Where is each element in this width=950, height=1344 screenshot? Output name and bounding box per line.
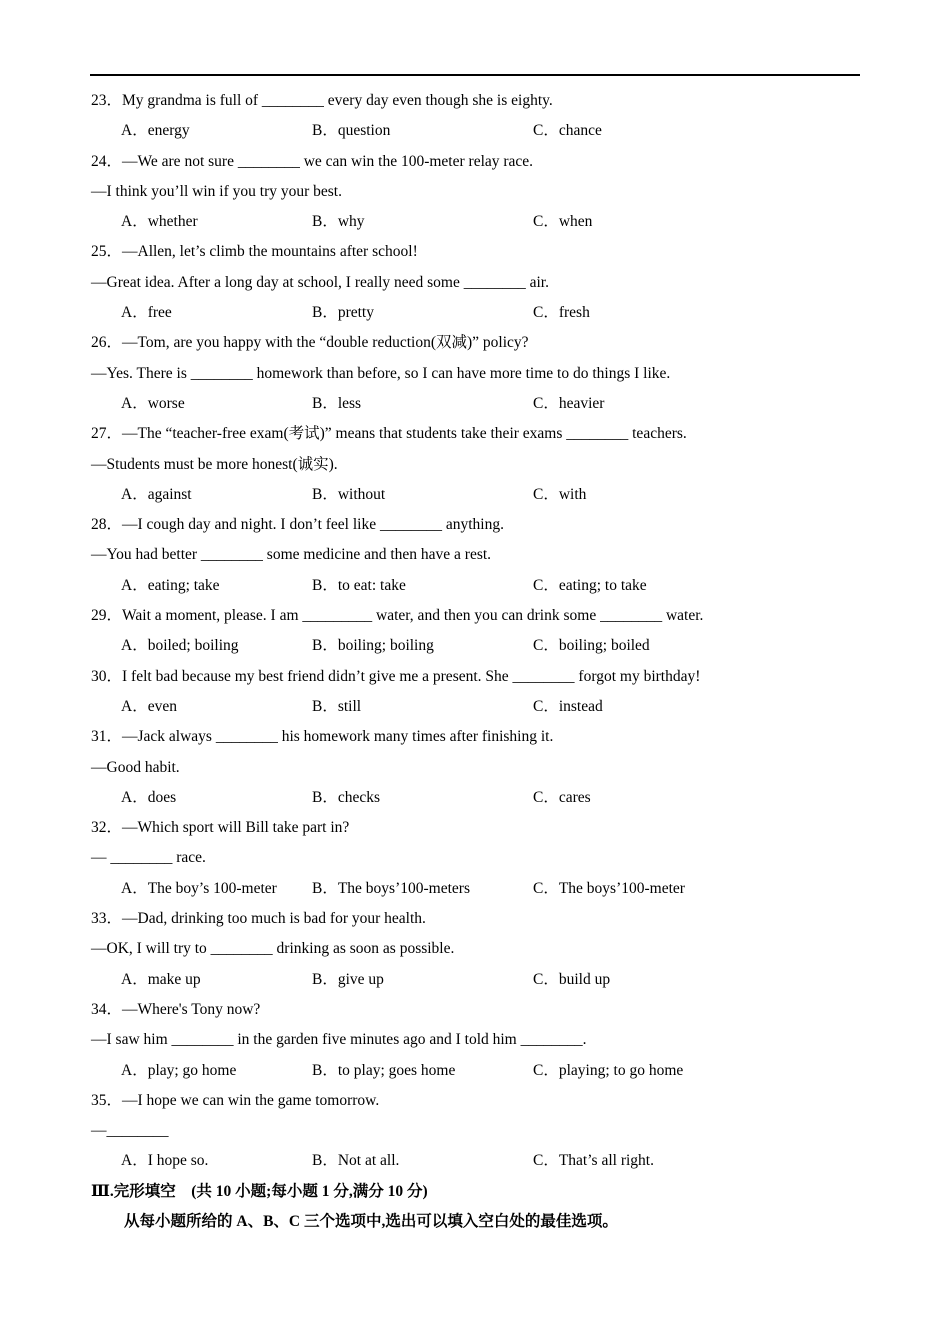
option-c[interactable]: C．playing; to go home xyxy=(533,1061,684,1079)
option-b[interactable]: B．Not at all. xyxy=(312,1152,400,1170)
option-c[interactable]: C．The boys’100-meter xyxy=(533,879,685,897)
option-a[interactable]: A．worse xyxy=(121,394,185,412)
option-a[interactable]: A．does xyxy=(121,788,177,806)
option-c[interactable]: C．instead xyxy=(533,697,603,715)
option-a[interactable]: A．energy xyxy=(121,122,190,140)
options-row xyxy=(91,211,861,241)
option-a[interactable]: A．free xyxy=(121,304,172,322)
options-row xyxy=(91,635,861,665)
question xyxy=(91,817,861,908)
question-text: 35．—I hope we can win the game tomorrow. xyxy=(91,1091,380,1109)
option-b[interactable]: B．why xyxy=(312,213,365,231)
option-c[interactable]: C．boiling; boiled xyxy=(533,637,650,655)
dialogue-reply: —You had better ________ some medicine and then have a rest. xyxy=(91,546,492,564)
dialogue-reply: —I saw him ________ in the garden five minutes ago and I told him ________. xyxy=(91,1031,587,1049)
dialogue-reply: — ________ race. xyxy=(91,849,206,867)
question xyxy=(91,908,861,999)
option-a[interactable]: A．whether xyxy=(121,213,198,231)
option-b[interactable]: B．without xyxy=(312,485,386,503)
options-row xyxy=(91,120,861,150)
question-text: 33．—Dad, drinking too much is bad for your health. xyxy=(91,910,426,928)
option-b[interactable]: B．to play; goes home xyxy=(312,1061,456,1079)
question xyxy=(91,332,861,423)
options-row xyxy=(91,1150,861,1180)
question-text: 34．—Where's Tony now? xyxy=(91,1000,261,1018)
option-b[interactable]: B．less xyxy=(312,394,362,412)
question-text: 29．Wait a moment, please. I am _________ water, and then you can drink some ________ water. xyxy=(91,607,704,625)
question xyxy=(91,726,861,817)
dialogue-reply: —________ xyxy=(91,1122,169,1140)
option-c[interactable]: C．That’s all right. xyxy=(533,1152,654,1170)
question-text: 26．—Tom, are you happy with the “double reduction(双减)” policy? xyxy=(91,334,529,352)
question-list xyxy=(91,90,861,1241)
option-a[interactable]: A．boiled; boiling xyxy=(121,637,239,655)
option-b[interactable]: B．pretty xyxy=(312,304,374,322)
options-row xyxy=(91,787,861,817)
option-a[interactable]: A．play; go home xyxy=(121,1061,237,1079)
question xyxy=(91,1090,861,1181)
option-b[interactable]: B．still xyxy=(312,697,362,715)
option-a[interactable]: A．I hope so. xyxy=(121,1152,209,1170)
option-c[interactable]: C．with xyxy=(533,485,587,503)
dialogue-reply: —Great idea. After a long day at school, I really need some ________ air. xyxy=(91,273,549,291)
question xyxy=(91,666,861,727)
option-b[interactable]: B．The boys’100-meters xyxy=(312,879,470,897)
options-row xyxy=(91,696,861,726)
dialogue-reply: —I think you’ll win if you try your best. xyxy=(91,182,342,200)
dialogue-reply: —Students must be more honest(诚实). xyxy=(91,455,338,473)
option-a[interactable]: A．against xyxy=(121,485,192,503)
section-instruction: 从每小题所给的 A、B、C 三个选项中,选出可以填入空白处的最佳选项。 xyxy=(124,1212,618,1230)
options-row xyxy=(91,1060,861,1090)
options-row xyxy=(91,484,861,514)
question-text: 31．—Jack always ________ his homework many times after finishing it. xyxy=(91,728,554,746)
option-b[interactable]: B．to eat: take xyxy=(312,576,406,594)
question-text: 30．I felt bad because my best friend didn’t give me a present. She ________ forgot my birthday! xyxy=(91,667,701,685)
option-c[interactable]: C．chance xyxy=(533,122,602,140)
question xyxy=(91,90,861,151)
options-row xyxy=(91,878,861,908)
option-c[interactable]: C．cares xyxy=(533,788,591,806)
option-a[interactable]: A．even xyxy=(121,697,177,715)
dialogue-reply: —Good habit. xyxy=(91,758,180,776)
option-b[interactable]: B．question xyxy=(312,122,391,140)
question-text: 32．—Which sport will Bill take part in? xyxy=(91,819,350,837)
options-row xyxy=(91,575,861,605)
question xyxy=(91,999,861,1090)
question-text: 28．—I cough day and night. I don’t feel like ________ anything. xyxy=(91,516,504,534)
option-b[interactable]: B．give up xyxy=(312,970,384,988)
option-a[interactable]: A．eating; take xyxy=(121,576,220,594)
question xyxy=(91,514,861,605)
dialogue-reply: —OK, I will try to ________ drinking as soon as possible. xyxy=(91,940,455,958)
header-rule xyxy=(90,74,860,76)
option-c[interactable]: C．fresh xyxy=(533,304,590,322)
option-c[interactable]: C．when xyxy=(533,213,593,231)
question xyxy=(91,151,861,242)
dialogue-reply: —Yes. There is ________ homework than before, so I can have more time to do things I like. xyxy=(91,364,671,382)
option-a[interactable]: A．The boy’s 100-meter xyxy=(121,879,277,897)
section-title: Ⅲ.完形填空 (共 10 小题;每小题 1 分,满分 10 分) xyxy=(91,1182,428,1200)
option-c[interactable]: C．eating; to take xyxy=(533,576,647,594)
question xyxy=(91,241,861,332)
question-text: 23．My grandma is full of ________ every day even though she is eighty. xyxy=(91,92,553,109)
options-row xyxy=(91,302,861,332)
option-c[interactable]: C．heavier xyxy=(533,394,605,412)
question xyxy=(91,423,861,514)
option-b[interactable]: B．boiling; boiling xyxy=(312,637,434,655)
option-c[interactable]: C．build up xyxy=(533,970,611,988)
question-text: 27．—The “teacher-free exam(考试)” means that students take their exams ________ teachers. xyxy=(91,425,687,443)
option-a[interactable]: A．make up xyxy=(121,970,201,988)
question xyxy=(91,605,861,666)
option-b[interactable]: B．checks xyxy=(312,788,381,806)
question-text: 25．—Allen, let’s climb the mountains after school! xyxy=(91,243,418,261)
question-text: 24．—We are not sure ________ we can win the 100-meter relay race. xyxy=(91,152,534,170)
options-row xyxy=(91,969,861,999)
options-row xyxy=(91,393,861,423)
